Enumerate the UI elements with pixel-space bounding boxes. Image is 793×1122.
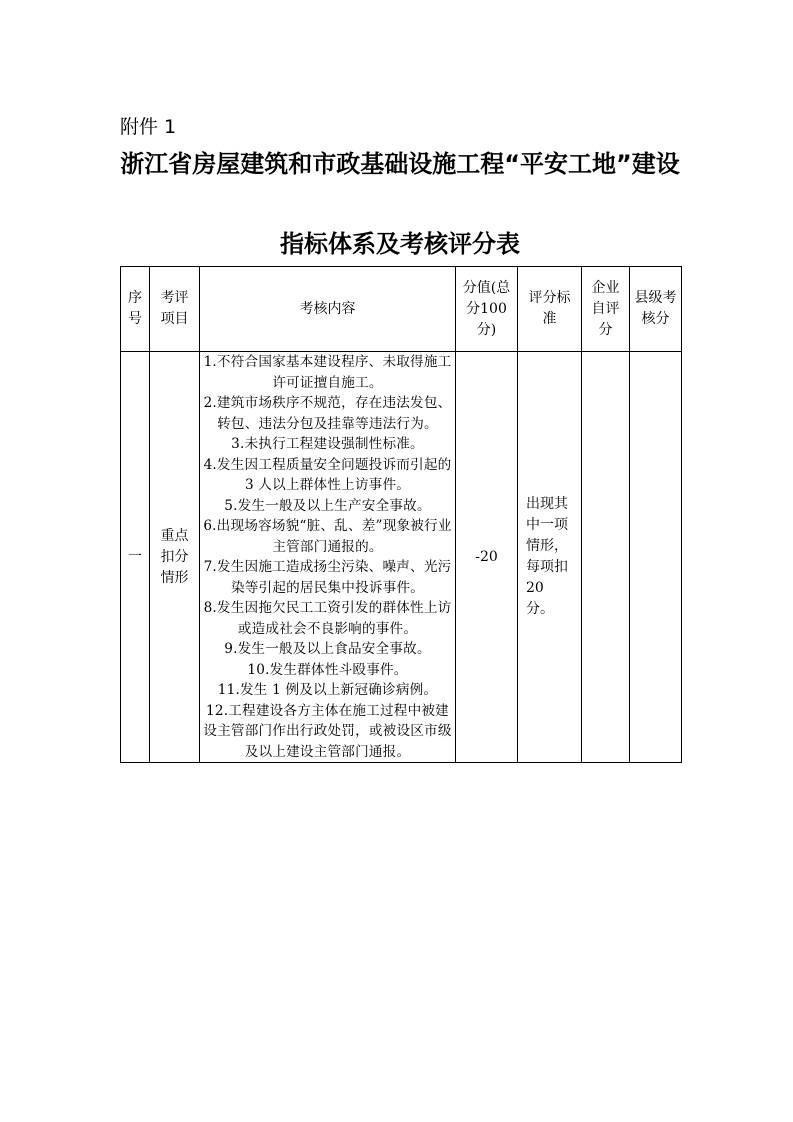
scoring-table bbox=[120, 266, 682, 763]
header-index: 序号 bbox=[121, 267, 150, 352]
row-county-score bbox=[630, 352, 682, 763]
content-item: 5.发生一般及以上生产安全事故。 bbox=[224, 497, 431, 514]
content-item: 4.发生因工程质量安全问题投诉而引起的 3 人以上群体性上访事件。 bbox=[203, 456, 452, 493]
header-score: 分值(总分100分) bbox=[456, 267, 518, 352]
content-item: 8.发生因拖欠民工工资引发的群体性上访或造成社会不良影响的事件。 bbox=[203, 600, 452, 637]
content-item: 2.建筑市场秩序不规范，存在违法发包、转包、违法分包及挂靠等违法行为。 bbox=[203, 395, 452, 432]
attachment-label: 附件 1 bbox=[120, 116, 177, 138]
content-item: 9.发生一般及以上食品安全事故。 bbox=[224, 641, 431, 657]
row-self-score bbox=[582, 352, 630, 763]
content-item: 6.出现场容场貌“脏、乱、差”现象被行业主管部门通报的。 bbox=[203, 518, 452, 555]
content-item: 10.发生群体性斗殴事件。 bbox=[247, 661, 408, 678]
header-self-score: 企业自评分 bbox=[582, 267, 630, 352]
content-item: 12.工程建设各方主体在施工过程中被建设主管部门作出行政处罚，或被设区市级及以上建设主管部门通报。 bbox=[203, 702, 452, 760]
row-index: 一 bbox=[121, 352, 150, 763]
table-row bbox=[121, 352, 682, 763]
header-content: 考核内容 bbox=[200, 267, 456, 352]
row-score: -20 bbox=[456, 352, 518, 763]
document-title-line-1: 浙江省房屋建筑和市政基础设施工程“平安工地”建设 bbox=[120, 150, 680, 178]
content-item: 1.不符合国家基本建设程序、未取得施工许可证擅自施工。 bbox=[203, 354, 452, 391]
content-item: 3.未执行工程建设强制性标准。 bbox=[231, 436, 424, 452]
content-item: 11.发生 1 例及以上新冠确诊病例。 bbox=[217, 682, 438, 698]
header-category: 考评项目 bbox=[150, 267, 200, 352]
row-category: 重点扣分情形 bbox=[150, 352, 200, 763]
table-header-row bbox=[121, 267, 682, 352]
row-standard: 出现其中一项情形，每项扣 20 分。 bbox=[518, 352, 582, 763]
header-standard: 评分标准 bbox=[518, 267, 582, 352]
content-item: 7.发生因施工造成扬尘污染、噪声、光污染等引起的居民集中投诉事件。 bbox=[203, 559, 452, 596]
header-county-score: 县级考核分 bbox=[630, 267, 682, 352]
document-title-line-2: 指标体系及考核评分表 bbox=[280, 230, 520, 258]
row-content bbox=[200, 352, 456, 763]
